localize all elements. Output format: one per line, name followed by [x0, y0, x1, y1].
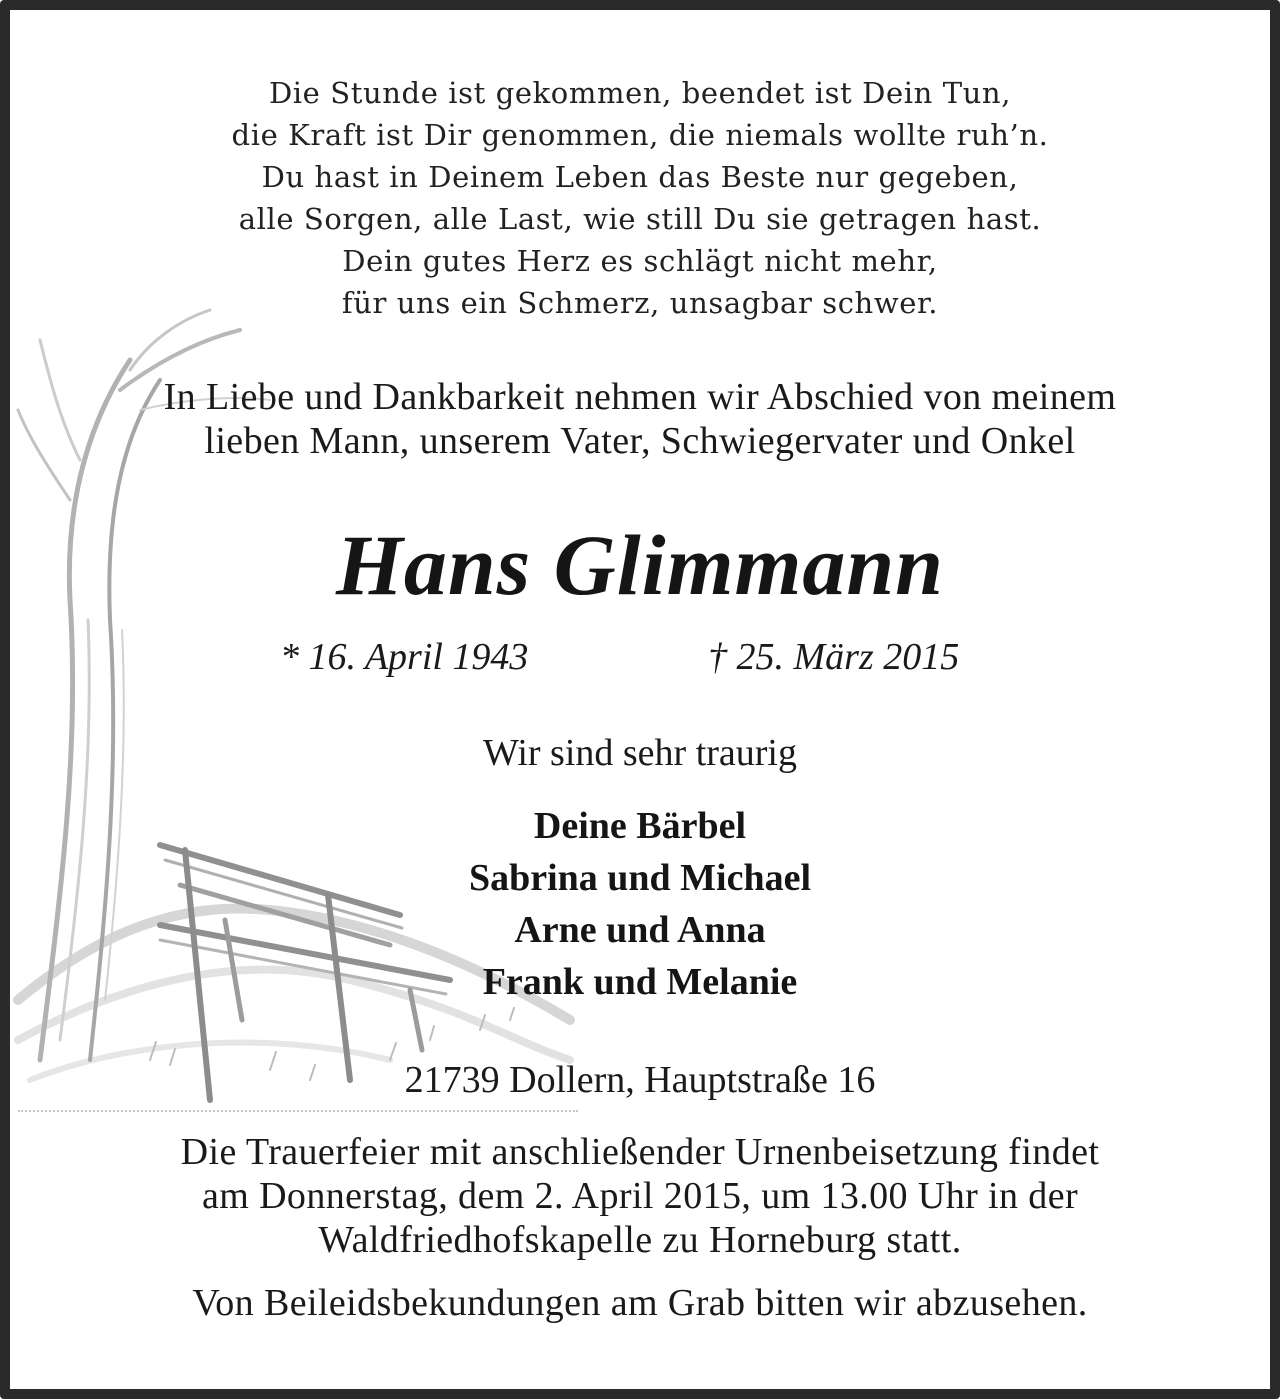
poem-line: alle Sorgen, alle Last, wie still Du sie getragen hast. — [238, 202, 1042, 236]
mourners-intro: Wir sind sehr traurig — [482, 732, 797, 774]
farewell-intro-line: In Liebe und Dankbarkeit nehmen wir Abschied von meinem — [163, 376, 1117, 418]
address: 21739 Dollern, Hauptstraße 16 — [404, 1059, 876, 1101]
closing-note: Von Beileidsbekundungen am Grab bitten wir abzusehen. — [192, 1282, 1088, 1324]
farewell-intro — [0, 375, 1280, 463]
farewell-intro-line: lieben Mann, unserem Vater, Schwiegervater und Onkel — [204, 420, 1076, 462]
poem-line: Dein gutes Herz es schlägt nicht mehr, — [342, 244, 938, 278]
death-date: † 25. März 2015 — [708, 636, 960, 678]
mourner-name: Frank und Melanie — [482, 961, 798, 1003]
ceremony-info — [0, 1130, 1280, 1262]
mourner-name: Sabrina und Michael — [468, 857, 812, 899]
poem — [0, 72, 1280, 324]
poem-line: die Kraft ist Dir genommen, die niemals wollte ruh’n. — [231, 118, 1049, 152]
ceremony-line: Die Trauerfeier mit anschließender Urnenbeisetzung findet — [180, 1131, 1100, 1173]
ceremony-line: am Donnerstag, dem 2. April 2015, um 13.00 Uhr in der — [201, 1175, 1079, 1217]
poem-line: Du hast in Deinem Leben das Beste nur gegeben, — [261, 160, 1019, 194]
deceased-name: Hans Glimmann — [335, 517, 945, 613]
mourner-name: Arne und Anna — [514, 909, 766, 951]
divider — [18, 1110, 578, 1112]
poem-line: für uns ein Schmerz, unsagbar schwer. — [341, 286, 939, 320]
birth-date: * 16. April 1943 — [280, 636, 529, 678]
ceremony-line: Waldfriedhofskapelle zu Horneburg statt. — [318, 1219, 962, 1261]
poem-line: Die Stunde ist gekommen, beendet ist Dein Tun, — [268, 76, 1012, 110]
life-dates — [0, 632, 1280, 682]
mourner-name: Deine Bärbel — [533, 805, 747, 847]
mourners-list — [0, 800, 1280, 1008]
